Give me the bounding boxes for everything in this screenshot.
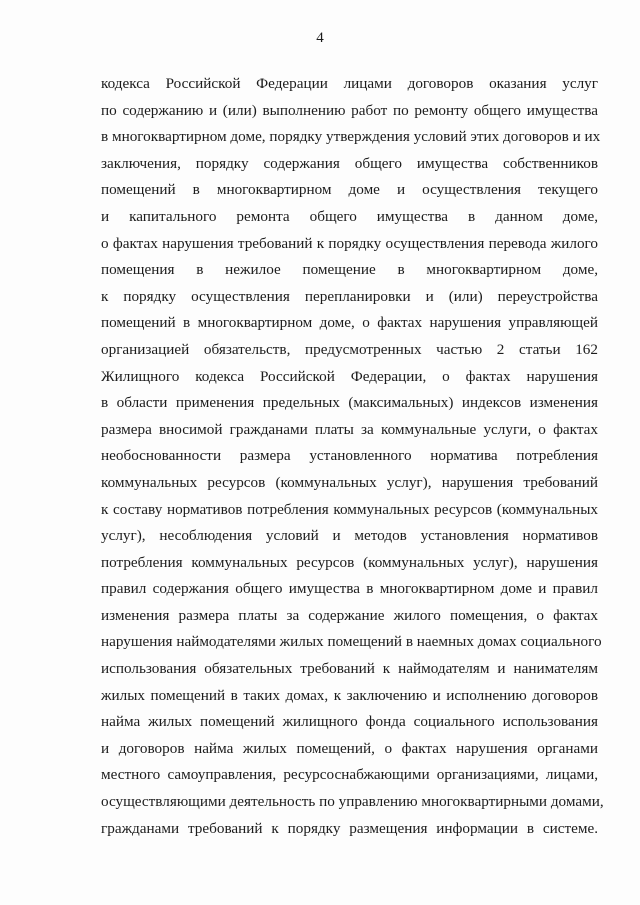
text-line: размера вносимой гражданами платы за коммунальные услуги, о фактах (101, 420, 598, 438)
text-line: по содержанию и (или) выполнению работ по ремонту общего имущества (101, 101, 598, 119)
text-line: правил содержания общего имущества в многоквартирном доме и правил (101, 580, 598, 598)
text-line: и договоров найма жилых помещений, о фактах нарушения органами (101, 739, 598, 757)
text-line: использования обязательных требований к наймодателям и нанимателям (101, 660, 598, 678)
text-line: жилых помещений в таких домах, к заключению и исполнению договоров (101, 686, 598, 704)
text-line: к составу нормативов потребления коммунальных ресурсов (коммунальных (101, 500, 598, 518)
text-line: гражданами требований к порядку размещения информации в системе. (101, 819, 598, 837)
text-line: потребления коммунальных ресурсов (коммунальных услуг), нарушения (101, 553, 598, 571)
text-line: местного самоуправления, ресурсоснабжающими организациями, лицами, (101, 766, 598, 784)
text-line: помещения в нежилое помещение в многоквартирном доме, (101, 261, 598, 279)
text-line: осуществляющими деятельность по управлению многоквартирными домами, (101, 793, 604, 811)
text-line: о фактах нарушения требований к порядку осуществления перевода жилого (101, 234, 598, 252)
text-line: услуг), несоблюдения условий и методов установления нормативов (101, 527, 598, 545)
text-line: помещений в многоквартирном доме и осуществления текущего (101, 181, 598, 199)
text-line: помещений в многоквартирном доме, о фактах нарушения управляющей (101, 314, 598, 332)
text-line: к порядку осуществления перепланировки и (или) переустройства (101, 287, 598, 305)
text-line: найма жилых помещений жилищного фонда социального использования (101, 713, 598, 731)
text-line: изменения размера платы за содержание жилого помещения, о фактах (101, 606, 598, 624)
text-line: в многоквартирном доме, порядку утверждения условий этих договоров и их (101, 128, 601, 146)
text-line: кодекса Российской Федерации лицами договоров оказания услуг (101, 75, 598, 92)
text-line: в области применения предельных (максимальных) индексов изменения (101, 394, 598, 412)
text-line: заключения, порядку содержания общего имущества собственников (101, 154, 598, 172)
text-line: необоснованности размера установленного норматива потребления (101, 447, 598, 465)
page-number: 4 (316, 30, 324, 46)
text-line: и капитального ремонта общего имущества в данном доме, (101, 207, 598, 225)
text-line: коммунальных ресурсов (коммунальных услуг), нарушения требований (101, 473, 598, 491)
text-line: организацией обязательств, предусмотренных частью 2 статьи 162 (101, 340, 598, 358)
text-line: Жилищного кодекса Российской Федерации, о фактах нарушения (101, 367, 598, 385)
body-text (101, 71, 604, 842)
text-line: нарушения наймодателями жилых помещений в наемных домах социального (101, 633, 602, 651)
